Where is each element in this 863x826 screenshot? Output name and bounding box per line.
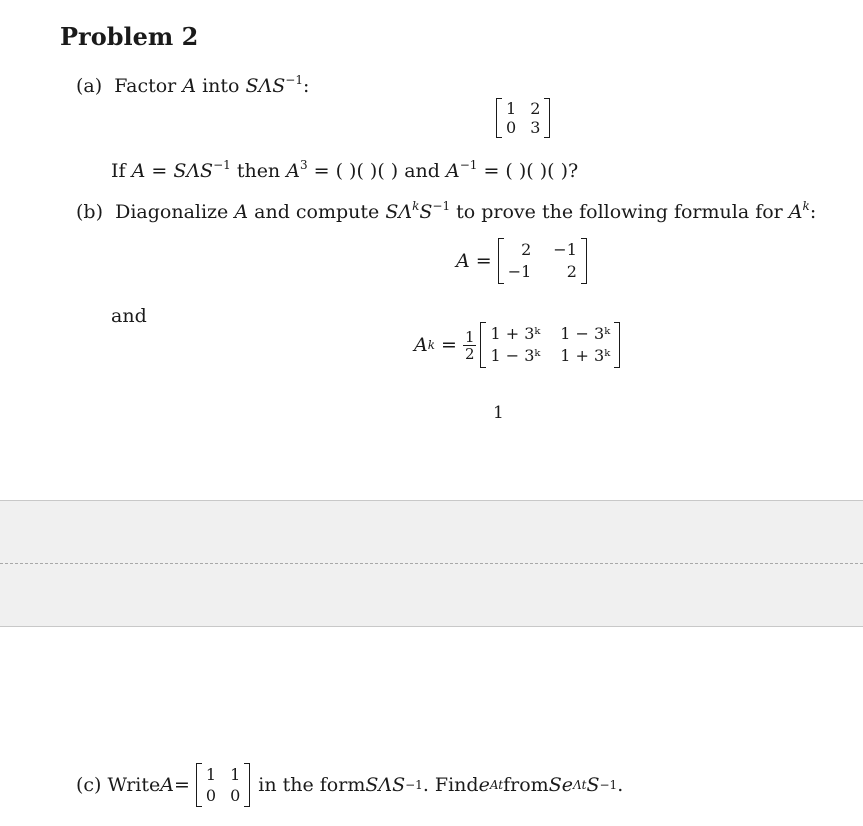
matrix-cell: −1	[507, 262, 532, 281]
matrix-cell: 2	[530, 99, 541, 118]
matrix-cell: 3	[530, 118, 541, 137]
matrix-cell: 2	[521, 240, 532, 259]
matrix-cell: 2	[566, 262, 577, 281]
matrix-cell: 1	[230, 765, 241, 784]
matrix-cell: −1	[553, 240, 577, 259]
matrix-cell: 1 + 3ᵏ	[490, 324, 541, 343]
fraction-one-half: $\frac{1}{2}$	[464, 327, 475, 363]
part-b-prompt: (b) Diagonalize A and compute $S\Lambda^kS^{-1}$ to prove the following formula for $A^k$:	[76, 199, 817, 223]
part-b-formula-matrix	[480, 322, 620, 368]
blanks-inverse: = ( )( )( )?	[477, 160, 579, 182]
blanks-cube: = ( )( )( )	[307, 160, 399, 182]
part-a-question: If $A = S\Lambda S^{-1}$ then $A^3$ = ( )( )( ) and $A^{-1}$ = ( )( )( )?	[111, 158, 579, 182]
matrix-cell: 1 − 3ᵏ	[560, 324, 611, 343]
part-c-matrix	[196, 763, 250, 807]
page-break	[0, 500, 863, 627]
part-b-label: (b)	[76, 201, 103, 223]
matrix-cell: 0	[205, 786, 217, 805]
page-number: 1	[493, 403, 504, 423]
part-a-prompt: (a) Factor A into $S\Lambda S^{-1}$:	[76, 73, 310, 97]
part-a-matrix-wrap	[496, 98, 550, 138]
matrix-cell: 0	[506, 118, 517, 137]
part-b-and: and	[111, 305, 147, 327]
part-a-label: (a)	[76, 75, 103, 97]
part-c-label: (c)	[76, 774, 102, 796]
page-break-dashed-line	[0, 563, 863, 564]
part-c-prompt: (c) Write A = 1 1 0 0 in the form SΛS −1 . Find e At from Se Λt S −1 .	[76, 765, 624, 805]
problem-title: Problem 2	[60, 22, 199, 51]
page-bottom	[0, 627, 863, 826]
part-b-matrix-wrap	[456, 238, 587, 284]
matrix-cell: 1	[506, 99, 517, 118]
part-a-matrix	[496, 98, 550, 138]
matrix-label: A =	[456, 250, 492, 272]
part-b-matrix	[498, 238, 587, 284]
part-b-formula: A k = $\frac{1}{2}$ 1 + 3ᵏ 1 − 3ᵏ 1 − 3ᵏ 1 + 3ᵏ	[414, 322, 620, 368]
matrix-cell: 1 − 3ᵏ	[490, 346, 541, 365]
matrix-cell: 1	[205, 765, 217, 784]
matrix-cell: 0	[230, 786, 241, 805]
matrix-cell: 1 + 3ᵏ	[560, 346, 611, 365]
